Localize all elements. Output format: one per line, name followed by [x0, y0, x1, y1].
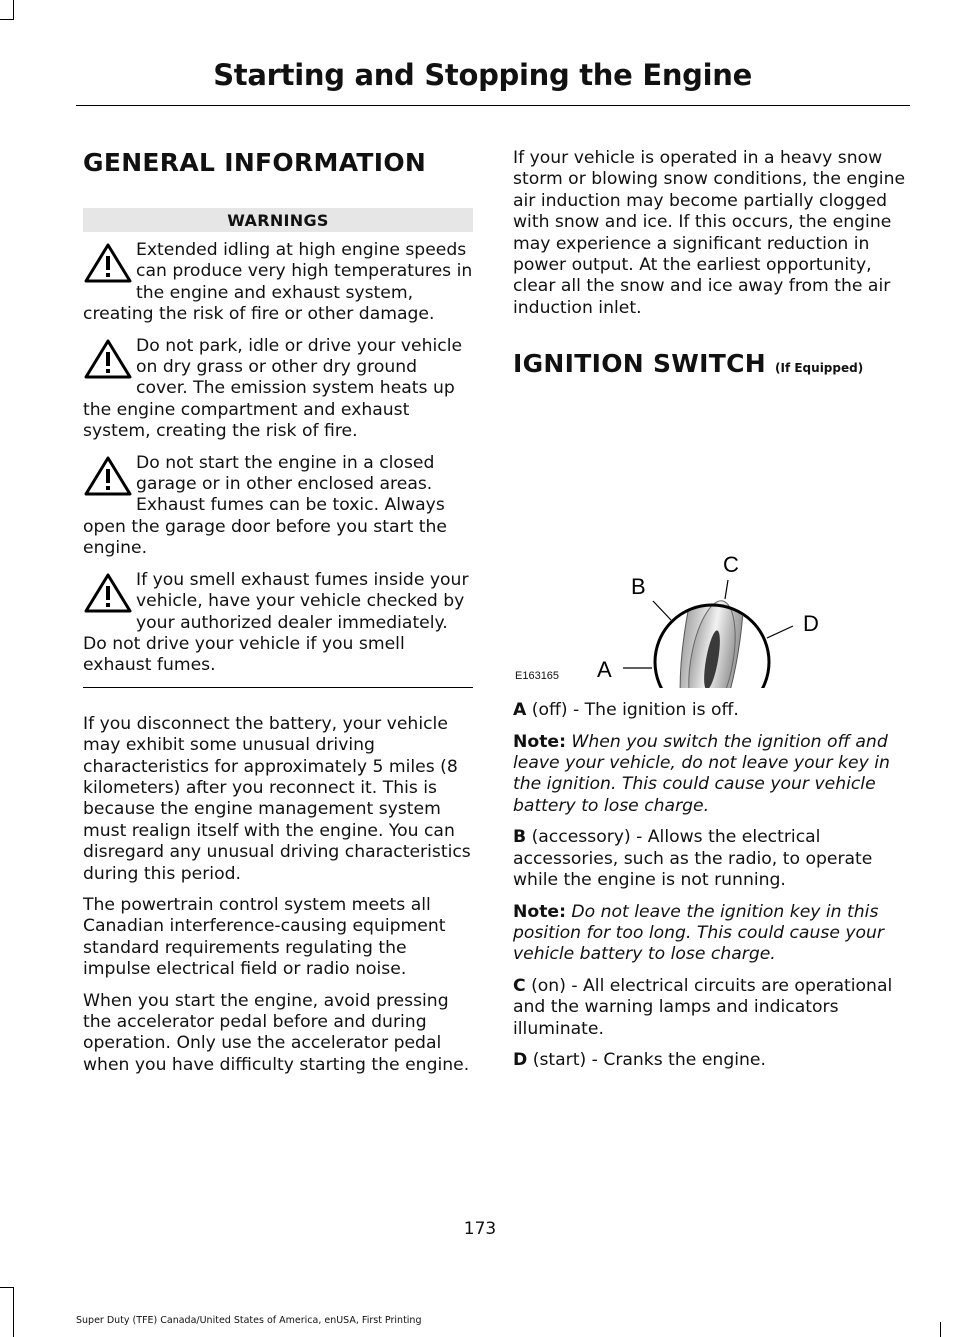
warning-triangle-icon — [83, 338, 133, 380]
note-label: Note: — [513, 731, 566, 752]
crop-mark — [940, 1322, 941, 1337]
body-paragraph: The powertrain control system meets all Canadian interference-causing equipment standard requirements regulating the impulse electrical field or radio noise. — [83, 894, 446, 980]
figure-label-a: A — [597, 657, 612, 683]
figure-code: E163165 — [515, 670, 560, 683]
warnings-header: WARNINGS — [83, 208, 473, 232]
position-description: (accessory) - Allows the electrical accessories, such as the radio, to operate while the engine is not running. — [513, 827, 873, 891]
position-description: (start) - Cranks the engine. — [527, 1049, 766, 1070]
warning-triangle-icon — [83, 572, 133, 614]
warning-item — [83, 453, 473, 560]
figure-label-d: D — [803, 611, 819, 637]
ignition-heading-suffix: (If Equipped) — [775, 361, 864, 376]
position-letter: D — [513, 1049, 528, 1070]
body-paragraph-snow: If your vehicle is operated in a heavy snow storm or blowing snow conditions, the engine air induction may become partially clogged with snow and ice. If this occurs, the engine may experience a significant reduction in power output. At the earliest opportunity, clear all the snow and ice away from the air induction inlet. — [513, 148, 906, 318]
leader-line-d — [767, 626, 793, 638]
position-letter: B — [513, 827, 527, 848]
footer-printing: Super Duty (TFE) Canada/United States of America, enUSA, First Printing — [76, 1315, 422, 1326]
warning-text: Do not start the engine in a closed garage or in other enclosed areas. Exhaust fumes can be toxic. Always open the garage door before you start the engine. — [83, 452, 448, 559]
note-text: When you switch the ignition off and leave your vehicle, do not leave your key in the ignition. This could cause your vehicle battery to lose charge. — [513, 731, 890, 816]
note-text: Do not leave the ignition key in this position for too long. This could cause your vehicle battery to lose charge. — [513, 901, 884, 965]
ignition-item-a — [513, 700, 908, 721]
left-column — [83, 148, 473, 1086]
crop-mark — [13, 0, 14, 20]
crop-mark — [13, 1287, 14, 1337]
crop-mark — [0, 1287, 14, 1288]
page-number: 173 — [463, 1219, 497, 1239]
body-paragraph: When you start the engine, avoid pressing the accelerator pedal before and during operation. Only use the accelerator pedal when you have difficulty starting the engine. — [83, 990, 470, 1075]
ignition-item-c — [513, 976, 908, 1040]
header-divider — [76, 105, 910, 106]
body-paragraph: If you disconnect the battery, your vehicle may exhibit some unusual driving characteristics for approximately 5 miles (8 kilometers) after you reconnect it. This is because the engine management system must realign itself with the engine. You can disregard any unusual driving characteristics during this period. — [83, 713, 471, 884]
ignition-item-b — [513, 827, 908, 891]
leader-line-c — [725, 580, 728, 599]
figure-label-b: B — [631, 574, 646, 600]
note — [513, 732, 908, 818]
warning-item — [83, 570, 473, 677]
crop-mark — [0, 19, 14, 20]
position-letter: A — [513, 700, 527, 721]
figure-label-c: C — [723, 552, 739, 578]
warning-text: Extended idling at high engine speeds can produce very high temperatures in the engine and exhaust system, creating the risk of fire or other damage. — [83, 240, 473, 325]
right-column — [513, 148, 908, 1081]
warning-text: If you smell exhaust fumes inside your vehicle, have your vehicle checked by your authorized dealer immediately. Do not drive your vehicle if you smell exhaust fumes. — [83, 569, 469, 676]
section-heading-general: GENERAL INFORMATION — [83, 148, 427, 177]
note — [513, 902, 908, 966]
page-title: Starting and Stopping the Engine — [213, 58, 752, 92]
warning-item — [83, 240, 473, 326]
warning-item — [83, 336, 473, 443]
ignition-heading-text: IGNITION SWITCH — [513, 349, 766, 379]
warning-text: Do not park, idle or drive your vehicle on dry grass or other dry ground cover. The emission system heats up the engine compartment and exhaust system, creating the risk of fire. — [83, 335, 463, 442]
position-description: (off) - The ignition is off. — [526, 700, 739, 721]
warning-triangle-icon — [83, 455, 133, 497]
ignition-switch-figure — [513, 398, 908, 688]
position-description: (on) - All electrical circuits are operational and the warning lamps and indicators illuminate. — [513, 975, 893, 1039]
ignition-switch-diagram — [513, 398, 908, 688]
section-heading-ignition — [513, 349, 908, 378]
warning-triangle-icon — [83, 242, 133, 284]
position-letter: C — [513, 975, 526, 996]
warnings-divider — [83, 687, 473, 688]
leader-line-b — [653, 601, 671, 620]
note-label: Note: — [513, 901, 566, 922]
ignition-item-d — [513, 1050, 908, 1071]
